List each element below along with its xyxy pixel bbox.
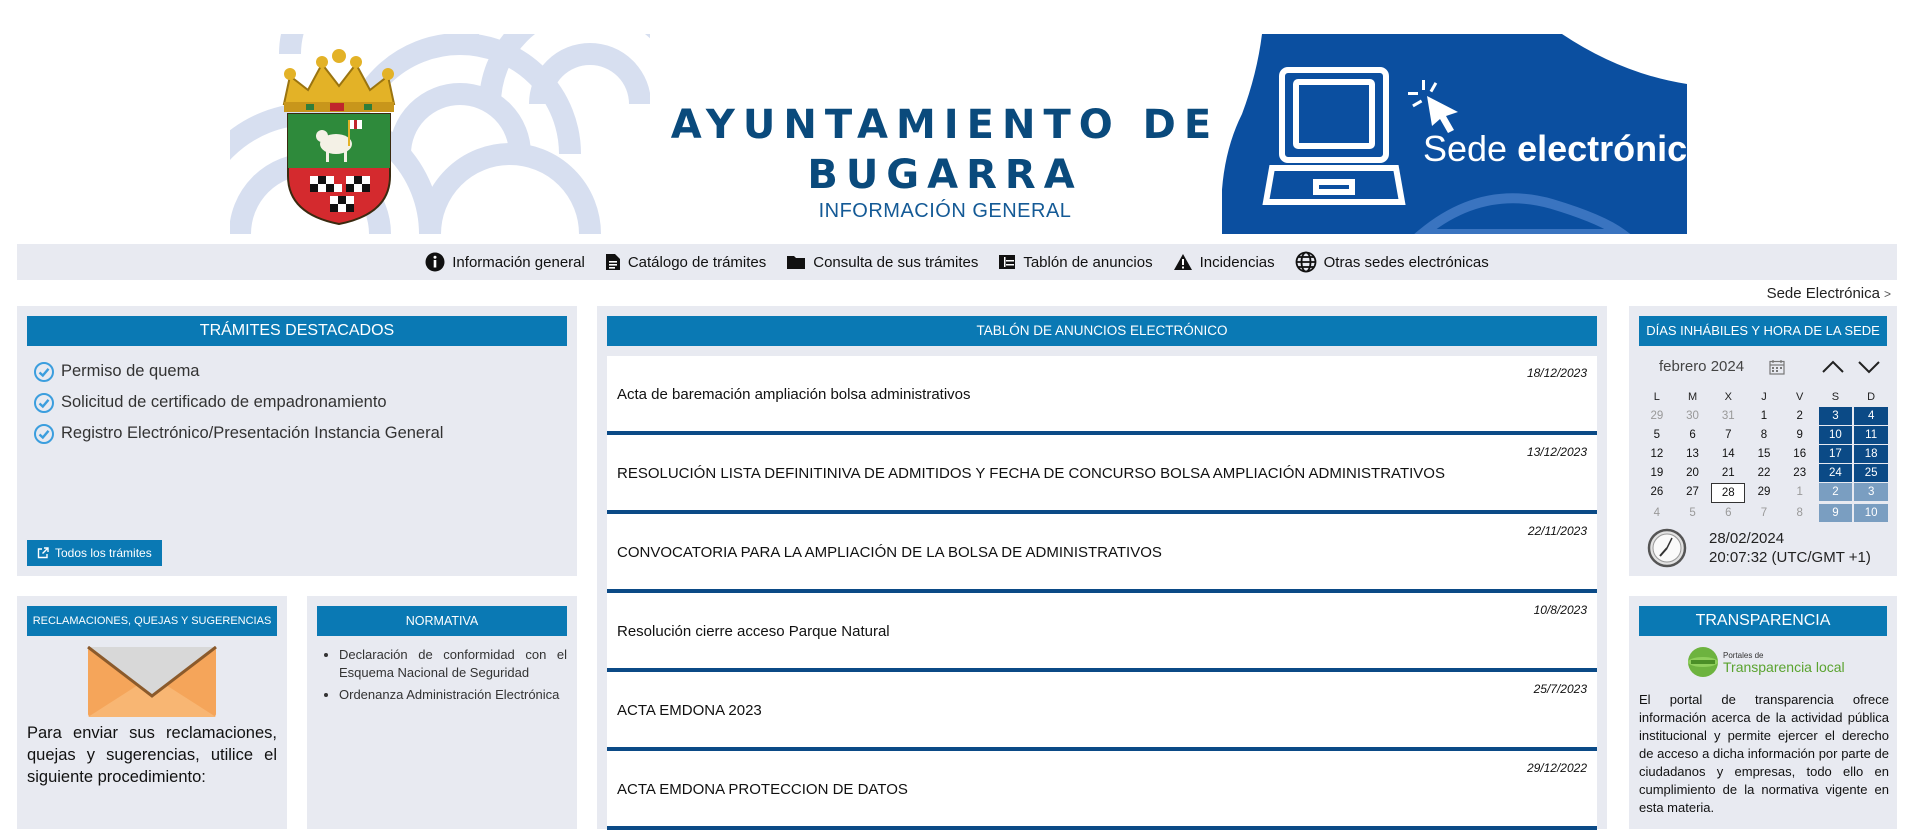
- calendar-day[interactable]: 5: [1653, 429, 1661, 441]
- sede-label-light: Sede: [1423, 128, 1518, 169]
- weekday-header: M: [1687, 391, 1698, 403]
- nav-item-label: Otras sedes electrónicas: [1323, 253, 1489, 271]
- calendar-day[interactable]: 26: [1650, 486, 1664, 498]
- nav-item-label: Consulta de sus trámites: [813, 253, 979, 271]
- municipal-coat-of-arms: [270, 46, 408, 228]
- weekday-header: X: [1724, 391, 1732, 403]
- normativa-list: [329, 646, 567, 704]
- calendar-day[interactable]: 16: [1793, 448, 1807, 460]
- calendar-day[interactable]: 19: [1650, 467, 1664, 479]
- main-navigation: [17, 244, 1897, 280]
- weekday-header: J: [1761, 391, 1767, 403]
- panel-title: TRÁMITES DESTACADOS: [27, 316, 567, 346]
- tablon-anuncios-panel: [597, 306, 1607, 829]
- announcement-title: CONVOCATORIA PARA LA AMPLIACIÓN DE LA BOLSA DE ADMINISTRATIVOS: [617, 544, 1162, 561]
- calendar-day[interactable]: 28: [1711, 483, 1745, 503]
- tramites-destacados-panel: [17, 306, 577, 576]
- sede-electronica-label: [1423, 128, 1707, 170]
- calendar-day[interactable]: 8: [1760, 429, 1768, 441]
- sede-label-bold: electrónica: [1517, 128, 1708, 169]
- calendar-month-label[interactable]: febrero 2024: [1659, 358, 1745, 375]
- calendar-day[interactable]: 9: [1819, 504, 1853, 522]
- calendar-day[interactable]: 6: [1689, 429, 1696, 441]
- calendar-day[interactable]: 18: [1854, 445, 1888, 463]
- panel-title: NORMATIVA: [317, 606, 567, 636]
- announcement-date: 29/12/2022: [1526, 761, 1587, 775]
- announcement-title: ACTA EMDONA PROTECCION DE DATOS: [617, 781, 908, 798]
- announcement-item[interactable]: [607, 593, 1597, 672]
- announcement-item[interactable]: [607, 751, 1597, 830]
- calendar-grid: [1639, 388, 1889, 522]
- transparencia-panel: [1629, 596, 1897, 829]
- calendar-day[interactable]: 29: [1757, 486, 1771, 498]
- announcement-item[interactable]: [607, 356, 1597, 435]
- folder-icon: [786, 254, 806, 270]
- normativa-panel: [307, 596, 577, 829]
- calendar-day[interactable]: 9: [1796, 429, 1803, 441]
- calendar-day[interactable]: 29: [1650, 410, 1664, 422]
- panel-title: DÍAS INHÁBILES Y HORA DE LA SEDE: [1639, 316, 1887, 346]
- nav-item-label: Información general: [452, 253, 585, 271]
- calendar-day[interactable]: 3: [1854, 483, 1888, 501]
- nav-item-label: Catálogo de trámites: [627, 253, 767, 271]
- weekday-header: S: [1831, 391, 1840, 403]
- tramite-item[interactable]: [33, 387, 577, 418]
- announcement-title: ACTA EMDONA 2023: [617, 702, 762, 719]
- nav-item-consulta-tramites[interactable]: [786, 254, 978, 271]
- calendar-day[interactable]: 5: [1689, 507, 1696, 519]
- announcement-date: 22/11/2023: [1527, 524, 1587, 538]
- calendar-day[interactable]: 22: [1757, 467, 1771, 479]
- calendar-day[interactable]: 8: [1796, 507, 1803, 519]
- site-title: [660, 100, 1230, 223]
- calendar-day[interactable]: 1: [1796, 486, 1803, 498]
- site-subtitle: INFORMACIÓN GENERAL: [818, 200, 1072, 222]
- calendar-day[interactable]: 10: [1819, 426, 1853, 444]
- tramite-item[interactable]: [33, 418, 577, 449]
- title-line-1: AYUNTAMIENTO DE: [670, 102, 1220, 148]
- announcement-title: Acta de baremación ampliación bolsa administrativos: [617, 386, 971, 403]
- calendar-day[interactable]: 4: [1653, 507, 1661, 519]
- warning-icon: [1173, 253, 1193, 271]
- server-clock: [1647, 528, 1871, 568]
- calendar-day[interactable]: 2: [1796, 410, 1803, 422]
- announcement-item[interactable]: [607, 514, 1597, 593]
- reclamaciones-panel: [17, 596, 287, 829]
- calendar-day[interactable]: 10: [1854, 504, 1888, 522]
- check-circle-icon: [33, 361, 55, 383]
- calendar-day[interactable]: 20: [1686, 467, 1699, 479]
- check-circle-icon: [33, 423, 55, 445]
- panel-title: TABLÓN DE ANUNCIOS ELECTRÓNICO: [607, 316, 1597, 346]
- calendar-day[interactable]: 11: [1854, 426, 1888, 444]
- calendar-icon[interactable]: [1769, 359, 1785, 375]
- calendar-day[interactable]: 1: [1760, 410, 1768, 422]
- title-line-2: BUGARRA: [807, 152, 1083, 198]
- calendar-day[interactable]: 14: [1721, 448, 1735, 460]
- info-icon: [425, 252, 445, 272]
- announcement-date: 10/8/2023: [1533, 603, 1587, 617]
- normativa-item[interactable]: • Declaración de conformidad con el Esquema Nacional de Seguridad: [339, 646, 567, 682]
- transparencia-logo[interactable]: [1687, 646, 1845, 678]
- calendar-day[interactable]: 23: [1793, 467, 1807, 479]
- calendar-day[interactable]: 4: [1854, 407, 1888, 425]
- weekday-header: L: [1653, 391, 1660, 403]
- logo-small-text: Portales de: [1723, 650, 1764, 660]
- announcement-list: [607, 356, 1597, 830]
- breadcrumb-arrow: >: [1883, 287, 1891, 301]
- calendar-day[interactable]: 6: [1725, 507, 1732, 519]
- announcement-title: RESOLUCIÓN LISTA DEFINITINIVA DE ADMITIDOS Y FECHA DE CONCURSO BOLSA AMPLIACIÓN ADMINISTRATIVOS: [617, 465, 1445, 482]
- calendar-day[interactable]: 2: [1819, 483, 1853, 501]
- calendar-day[interactable]: 27: [1686, 486, 1699, 498]
- current-date: 28/02/2024: [1709, 530, 1785, 547]
- nav-item-tablon-anuncios[interactable]: [998, 254, 1152, 271]
- reclamaciones-text: Para enviar sus reclamaciones, quejas y sugerencias, utilice el siguiente procedimiento:: [27, 724, 277, 786]
- external-link-icon: [37, 547, 49, 559]
- breadcrumb-label: Sede Electrónica: [1766, 285, 1880, 302]
- site-header: [0, 0, 1913, 240]
- globe-icon: [1295, 251, 1317, 273]
- announcement-item[interactable]: [607, 435, 1597, 514]
- nav-item-otras-sedes[interactable]: [1295, 251, 1489, 273]
- chevron-up-icon[interactable]: [1821, 359, 1845, 375]
- calendar-day[interactable]: 7: [1725, 429, 1732, 441]
- calendar-day[interactable]: 30: [1686, 410, 1699, 422]
- transparencia-text: El portal de transparencia ofrece información acerca de la actividad pública institucional y permite ejercer el derecho de acceso a dicha información por parte de ciudadanos y empresas, todo ello en cumplimiento de la normativa vigente en esta materia.: [1639, 692, 1889, 815]
- tramite-label: Registro Electrónico/Presentación Instancia General: [61, 424, 444, 442]
- calendar-day[interactable]: 7: [1760, 507, 1768, 519]
- calendar-day[interactable]: 31: [1721, 410, 1735, 422]
- announcement-date: 25/7/2023: [1533, 682, 1587, 696]
- envelope-icon[interactable]: [87, 646, 217, 718]
- calendar-day[interactable]: 24: [1819, 464, 1853, 482]
- calendar-day[interactable]: 3: [1819, 407, 1853, 425]
- nav-item-label: Incidencias: [1199, 253, 1275, 271]
- nav-item-label: Tablón de anuncios: [1023, 253, 1153, 271]
- chevron-down-icon[interactable]: [1857, 359, 1881, 375]
- weekday-header: D: [1867, 391, 1876, 403]
- tramite-label: Permiso de quema: [61, 362, 200, 380]
- logo-big-text: Transparencia local: [1723, 658, 1845, 675]
- calendar-header: [1659, 358, 1889, 375]
- nav-item-incidencias[interactable]: [1173, 253, 1275, 271]
- clock-icon: [1647, 528, 1687, 568]
- calendar-day[interactable]: 13: [1686, 448, 1699, 460]
- announcement-title: Resolución cierre acceso Parque Natural: [617, 623, 890, 640]
- dias-inhabiles-panel: [1629, 306, 1897, 576]
- board-icon: [998, 254, 1016, 270]
- normativa-item[interactable]: • Ordenanza Administración Electrónica: [339, 686, 567, 704]
- todos-los-tramites-button[interactable]: [27, 540, 162, 566]
- announcement-item[interactable]: [607, 672, 1597, 751]
- transparency-globe-icon: [1687, 646, 1719, 678]
- check-circle-icon: [33, 392, 55, 414]
- tramite-label: Solicitud de certificado de empadronamiento: [61, 393, 387, 411]
- announcement-date: 18/12/2023: [1526, 366, 1587, 380]
- calendar-day[interactable]: 21: [1721, 467, 1735, 479]
- tramite-item[interactable]: [33, 356, 577, 387]
- panel-title: RECLAMACIONES, QUEJAS Y SUGERENCIAS: [27, 606, 277, 636]
- calendar-day[interactable]: 25: [1854, 464, 1888, 482]
- current-time: 20:07:32 (UTC/GMT +1): [1709, 549, 1871, 566]
- nav-item-informacion-general[interactable]: [425, 252, 585, 272]
- calendar-day[interactable]: 12: [1650, 448, 1664, 460]
- calendar-day[interactable]: 15: [1757, 448, 1771, 460]
- breadcrumb[interactable]: [1767, 285, 1891, 302]
- calendar-day[interactable]: 17: [1819, 445, 1853, 463]
- nav-item-catalogo-tramites[interactable]: [605, 253, 766, 271]
- document-icon: [605, 253, 621, 271]
- weekday-header: V: [1796, 391, 1804, 403]
- announcement-date: 13/12/2023: [1526, 445, 1587, 459]
- tramites-list: [33, 356, 577, 449]
- panel-title: TRANSPARENCIA: [1639, 606, 1887, 636]
- button-label: Todos los trámites: [55, 546, 152, 560]
